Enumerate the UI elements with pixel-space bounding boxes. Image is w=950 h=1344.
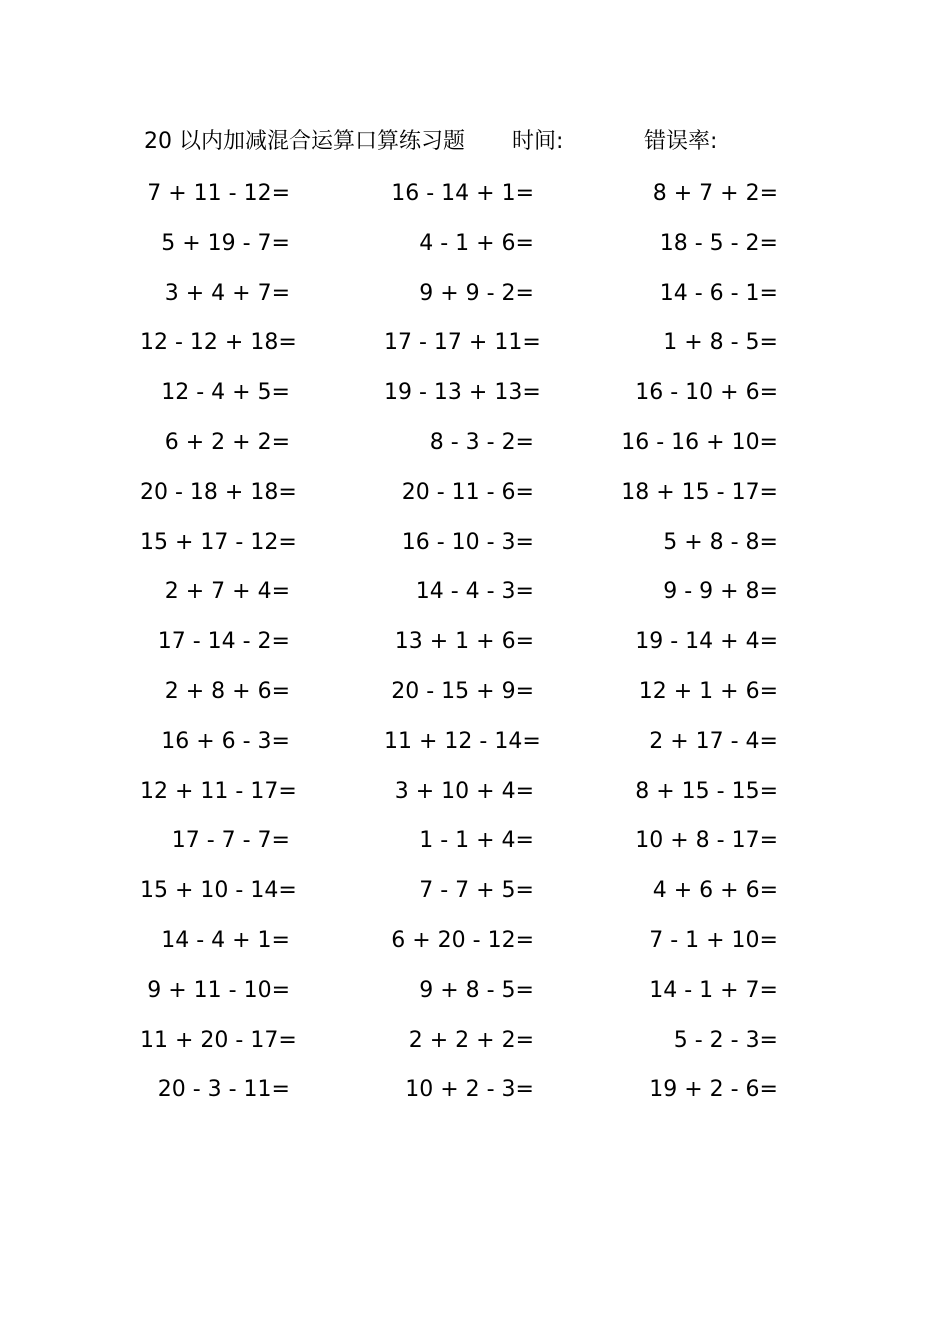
math-problem: 1 - 1 + 4= <box>419 828 534 854</box>
math-problem: 15 + 17 - 12= <box>140 529 297 555</box>
math-problem: 17 - 7 - 7= <box>171 828 290 854</box>
math-problem: 11 + 20 - 17= <box>140 1027 297 1053</box>
math-problem: 17 - 17 + 11= <box>384 330 541 356</box>
math-problem: 16 - 10 + 6= <box>635 380 778 406</box>
problem-row <box>140 668 800 718</box>
problem-row <box>140 419 800 469</box>
math-problem: 12 + 11 - 17= <box>140 778 297 804</box>
math-problem: 20 - 15 + 9= <box>391 678 534 704</box>
problem-row <box>140 768 800 818</box>
math-problem: 14 - 1 + 7= <box>649 977 778 1003</box>
problem-row <box>140 967 800 1017</box>
problem-row <box>140 519 800 569</box>
math-problem: 16 + 6 - 3= <box>161 728 290 754</box>
math-problem: 7 - 7 + 5= <box>419 878 534 904</box>
math-problem: 19 - 13 + 13= <box>384 380 541 406</box>
problem-row <box>140 568 800 618</box>
math-problem: 14 - 4 - 3= <box>415 579 534 605</box>
math-problem: 2 + 7 + 4= <box>164 579 290 605</box>
math-problem: 20 - 18 + 18= <box>140 479 297 505</box>
math-problem: 19 + 2 - 6= <box>649 1077 778 1103</box>
error-rate-label: 错误率: <box>644 129 718 154</box>
problem-row <box>140 817 800 867</box>
math-problem: 19 - 14 + 4= <box>635 629 778 655</box>
time-label: 时间: <box>512 129 564 154</box>
math-problem: 20 - 3 - 11= <box>157 1077 290 1103</box>
math-problem: 12 - 12 + 18= <box>140 330 297 356</box>
math-problem: 11 + 12 - 14= <box>384 728 541 754</box>
problem-row <box>140 917 800 967</box>
math-problem: 12 - 4 + 5= <box>161 380 290 406</box>
math-problem: 14 - 4 + 1= <box>161 927 290 953</box>
math-problem: 13 + 1 + 6= <box>394 629 534 655</box>
math-problem: 1 + 8 - 5= <box>663 330 778 356</box>
problem-row <box>140 718 800 768</box>
math-problem: 16 - 16 + 10= <box>621 429 778 455</box>
worksheet-title: 20 以内加减混合运算口算练习题 <box>144 129 465 154</box>
math-problem: 4 - 1 + 6= <box>419 230 534 256</box>
problem-row <box>140 220 800 270</box>
math-problem: 9 + 9 - 2= <box>419 280 534 306</box>
problem-grid <box>140 170 800 1116</box>
math-problem: 9 - 9 + 8= <box>663 579 778 605</box>
math-problem: 9 + 8 - 5= <box>419 977 534 1003</box>
worksheet-header <box>144 126 784 158</box>
math-problem: 7 - 1 + 10= <box>649 927 778 953</box>
problem-row <box>140 1017 800 1067</box>
math-problem: 12 + 1 + 6= <box>638 678 778 704</box>
math-problem: 4 + 6 + 6= <box>652 878 778 904</box>
math-problem: 16 - 14 + 1= <box>391 181 534 206</box>
math-problem: 16 - 10 - 3= <box>401 529 534 555</box>
math-problem: 18 - 5 - 2= <box>659 230 778 256</box>
math-problem: 18 + 15 - 17= <box>621 479 778 505</box>
math-problem: 17 - 14 - 2= <box>157 629 290 655</box>
problem-row <box>140 469 800 519</box>
math-problem: 10 + 2 - 3= <box>405 1077 534 1103</box>
math-problem: 14 - 6 - 1= <box>659 280 778 306</box>
math-problem: 10 + 8 - 17= <box>635 828 778 854</box>
problem-row <box>140 1066 800 1116</box>
problem-row <box>140 270 800 320</box>
math-problem: 5 - 2 - 3= <box>673 1027 778 1053</box>
math-problem: 20 - 11 - 6= <box>401 479 534 505</box>
math-problem: 6 + 2 + 2= <box>164 429 290 455</box>
math-problem: 8 + 15 - 15= <box>635 778 778 804</box>
math-problem: 2 + 2 + 2= <box>408 1027 534 1053</box>
math-problem: 8 + 7 + 2= <box>652 181 778 206</box>
math-problem: 3 + 4 + 7= <box>164 280 290 306</box>
problem-row <box>140 369 800 419</box>
math-problem: 5 + 19 - 7= <box>161 230 290 256</box>
math-problem: 15 + 10 - 14= <box>140 878 297 904</box>
problem-row <box>140 319 800 369</box>
math-problem: 9 + 11 - 10= <box>147 977 290 1003</box>
math-problem: 7 + 11 - 12= <box>147 181 290 206</box>
math-problem: 2 + 8 + 6= <box>164 678 290 704</box>
math-problem: 3 + 10 + 4= <box>394 778 534 804</box>
math-problem: 8 - 3 - 2= <box>429 429 534 455</box>
problem-row <box>140 170 800 220</box>
problem-row <box>140 618 800 668</box>
math-problem: 6 + 20 - 12= <box>391 927 534 953</box>
problem-row <box>140 867 800 917</box>
math-problem: 5 + 8 - 8= <box>663 529 778 555</box>
math-problem: 2 + 17 - 4= <box>649 728 778 754</box>
